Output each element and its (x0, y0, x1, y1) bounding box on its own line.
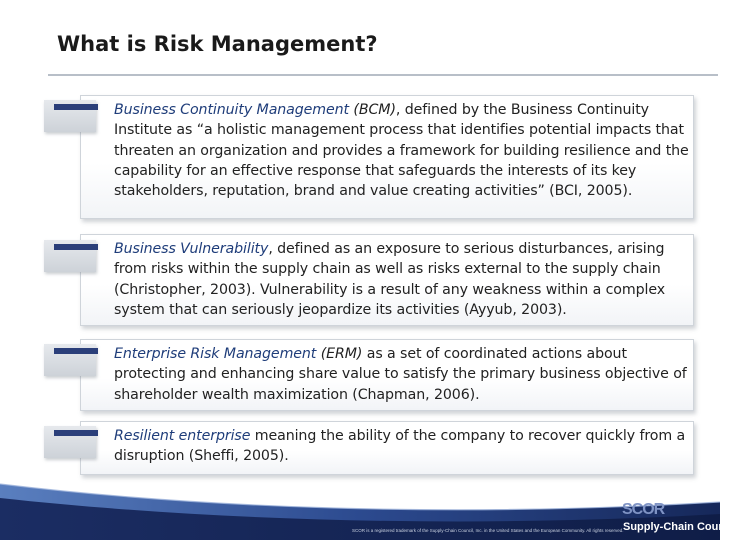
supply-chain-council-logo: Supply-Chain Council (623, 521, 737, 533)
bullet-tab-icon (44, 240, 96, 272)
definition-card-vulnerability (80, 234, 694, 326)
definition-body: , defined as an exposure to serious disturbances, arising from risks within the supply chain as well as risks external to the supply chain (Christopher, 2003). Vulnerability is a result of any weakness within a complex system that can seriously jeopardize its activities (Ayyub, 2003). (114, 241, 666, 318)
definition-term: Enterprise Risk Management (114, 346, 317, 362)
definition-body: meaning the ability of the company to recover quickly from a disruption (Sheffi, 2005). (114, 428, 686, 465)
footer-legal-text: SCOR is a registered trademark of the Supply-Chain Council, Inc. in the United States and the European Community. All rights reserved. (352, 528, 624, 533)
slide-title: What is Risk Management? (57, 32, 378, 56)
bullet-tab-icon (44, 344, 96, 376)
bullet-bar-icon (54, 104, 98, 110)
bullet-tab-icon (44, 426, 96, 458)
definition-card-bcm (80, 95, 694, 219)
scor-logo-mark: SCOR (622, 501, 665, 518)
bullet-bar-icon (54, 244, 98, 250)
definition-card-erm (80, 339, 694, 411)
definition-abbr: (BCM) (349, 102, 396, 118)
bullet-bar-icon (54, 430, 98, 436)
definition-term: Business Continuity Management (114, 102, 350, 118)
bullet-tab-icon (44, 100, 96, 132)
definition-card-resilient (80, 421, 694, 475)
definition-body: as a set of coordinated actions about protecting and enhancing share value to satisfy the primary business objective of shareholder wealth maximization (Chapman, 2006). (114, 346, 687, 403)
title-divider (48, 74, 718, 76)
definition-text (114, 239, 689, 320)
definition-term: Resilient enterprise (114, 428, 251, 444)
definition-body: , defined by the Business Continuity Institute as “a holistic management process that identifies potential impacts that threaten an organization and provides a framework for building resilience and the capability for an effective response that safeguards the interests of its key stakeholders, reputation, brand and value creating activities” (BCI, 2005). (114, 102, 689, 200)
definition-term: Business Vulnerability (114, 241, 269, 257)
definition-text (114, 426, 689, 467)
definition-text (114, 344, 689, 405)
bullet-bar-icon (54, 348, 98, 354)
definition-text (114, 100, 689, 201)
definition-abbr: (ERM) (316, 346, 363, 362)
